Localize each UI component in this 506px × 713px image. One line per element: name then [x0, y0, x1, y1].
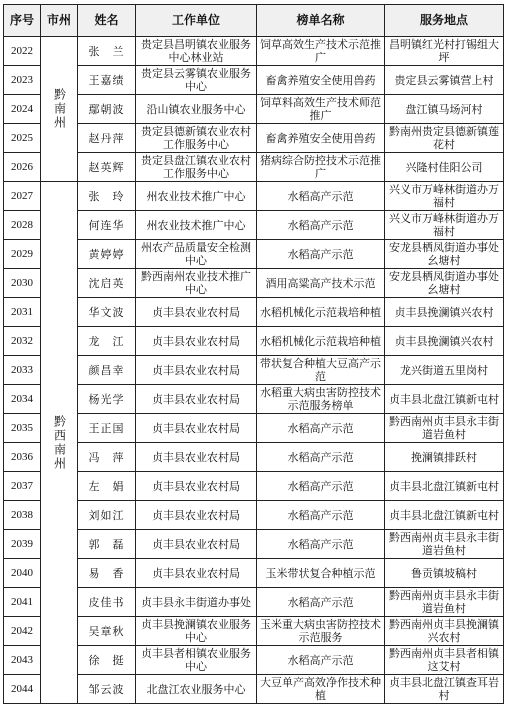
table-row [4, 356, 504, 385]
person-name: 易 香 [78, 559, 136, 588]
table-row [4, 153, 504, 182]
list-name: 水稻高产示范 [257, 182, 385, 211]
table-row [4, 588, 504, 617]
person-name: 冯 萍 [78, 443, 136, 472]
row-number: 2037 [4, 472, 41, 501]
row-number: 2028 [4, 211, 41, 240]
table-row [4, 530, 504, 559]
table-row [4, 95, 504, 124]
list-name: 畜禽养殖安全使用兽药 [257, 66, 385, 95]
person-name: 吴章秋 [78, 617, 136, 646]
person-name: 王嘉绩 [78, 66, 136, 95]
person-name: 赵英辉 [78, 153, 136, 182]
row-number: 2026 [4, 153, 41, 182]
header-name: 姓名 [78, 5, 136, 37]
person-name: 左 娟 [78, 472, 136, 501]
service-place: 贞丰县北盘江镇查耳岩村 [385, 675, 504, 704]
row-number: 2031 [4, 298, 41, 327]
work-unit: 贵定县盘江镇农业农村工作服务中心 [136, 153, 257, 182]
row-number: 2027 [4, 182, 41, 211]
service-place: 安龙县栖凤街道办事处幺塘村 [385, 269, 504, 298]
person-name: 王正国 [78, 414, 136, 443]
person-name: 华文波 [78, 298, 136, 327]
person-name: 张 兰 [78, 37, 136, 66]
person-name: 鄢朝波 [78, 95, 136, 124]
person-name: 郭 磊 [78, 530, 136, 559]
list-name: 水稻高产示范 [257, 211, 385, 240]
service-place: 兴义市万峰林街道办万福村 [385, 211, 504, 240]
table-row [4, 443, 504, 472]
row-number: 2035 [4, 414, 41, 443]
service-place: 贵定县云雾镇营上村 [385, 66, 504, 95]
work-unit: 贞丰县农业农村局 [136, 530, 257, 559]
person-name: 黄婷婷 [78, 240, 136, 269]
service-place: 昌明镇红光村打锡组大坪 [385, 37, 504, 66]
row-number: 2034 [4, 385, 41, 414]
service-place: 黔南州贵定县德新镇莲花村 [385, 124, 504, 153]
person-name: 皮佳书 [78, 588, 136, 617]
work-unit: 贞丰县农业农村局 [136, 298, 257, 327]
work-unit: 贵定县德新镇农业农村工作服务中心 [136, 124, 257, 153]
work-unit: 沿山镇农业服务中心 [136, 95, 257, 124]
person-name: 何连华 [78, 211, 136, 240]
table-row [4, 646, 504, 675]
service-place: 黔西南州贞丰县永丰街道岩鱼村 [385, 414, 504, 443]
service-place: 黔西南州贞丰县永丰街道岩鱼村 [385, 530, 504, 559]
table-row [4, 37, 504, 66]
list-name: 玉米重大病虫害防控技术示范服务 [257, 617, 385, 646]
work-unit: 贵定县云雾镇农业服务中心 [136, 66, 257, 95]
city-cell: 黔南州 [41, 37, 78, 182]
service-place: 贞丰县北盘江镇新屯村 [385, 501, 504, 530]
person-name: 杨光学 [78, 385, 136, 414]
list-name: 水稻高产示范 [257, 501, 385, 530]
person-name: 龙 江 [78, 327, 136, 356]
list-name: 水稻高产示范 [257, 414, 385, 443]
list-name: 饲草高效生产技术示范推广 [257, 37, 385, 66]
table-row [4, 124, 504, 153]
row-number: 2038 [4, 501, 41, 530]
table-row [4, 240, 504, 269]
list-name: 水稻机械化示范栽培种植 [257, 327, 385, 356]
work-unit: 贞丰县农业农村局 [136, 414, 257, 443]
list-name: 水稻高产示范 [257, 240, 385, 269]
list-name: 猪病综合防控技术示范推广 [257, 153, 385, 182]
work-unit: 贞丰县农业农村局 [136, 501, 257, 530]
service-place: 贞丰县挽澜镇兴农村 [385, 298, 504, 327]
work-unit: 州农业技术推广中心 [136, 182, 257, 211]
service-place: 盘江镇马场河村 [385, 95, 504, 124]
person-name: 徐 挺 [78, 646, 136, 675]
work-unit: 贞丰县农业农村局 [136, 559, 257, 588]
service-place: 贞丰县北盘江镇新屯村 [385, 472, 504, 501]
service-place: 鲁贡镇坡稿村 [385, 559, 504, 588]
table-row [4, 385, 504, 414]
list-name: 水稻重大病虫害防控技术示范服务榜单 [257, 385, 385, 414]
work-unit: 贞丰县农业农村局 [136, 356, 257, 385]
service-place: 兴隆村佳阳公司 [385, 153, 504, 182]
work-unit: 贞丰县农业农村局 [136, 385, 257, 414]
person-name: 颜昌幸 [78, 356, 136, 385]
work-unit: 贞丰县农业农村局 [136, 472, 257, 501]
list-name: 玉米带状复合种植示范 [257, 559, 385, 588]
person-name: 张 玲 [78, 182, 136, 211]
row-number: 2023 [4, 66, 41, 95]
table-row [4, 327, 504, 356]
row-number: 2041 [4, 588, 41, 617]
list-name: 大豆单产高效净作技术种植 [257, 675, 385, 704]
list-name: 水稻高产示范 [257, 472, 385, 501]
row-number: 2022 [4, 37, 41, 66]
list-name: 饲草料高效生产技术师范推广 [257, 95, 385, 124]
work-unit: 贞丰县农业农村局 [136, 443, 257, 472]
table-row [4, 269, 504, 298]
service-place: 龙兴街道五里岗村 [385, 356, 504, 385]
work-unit: 贞丰县永丰街道办事处 [136, 588, 257, 617]
service-place: 黔西南州贞丰县挽澜镇兴农村 [385, 617, 504, 646]
row-number: 2030 [4, 269, 41, 298]
table-row [4, 298, 504, 327]
person-name: 沈启英 [78, 269, 136, 298]
list-name: 水稻高产示范 [257, 443, 385, 472]
person-name: 邹云波 [78, 675, 136, 704]
row-number: 2025 [4, 124, 41, 153]
list-name: 带状复合种植大豆高产示范 [257, 356, 385, 385]
table-row [4, 472, 504, 501]
list-name: 畜禽养殖安全使用兽药 [257, 124, 385, 153]
table-row [4, 501, 504, 530]
list-name: 水稻高产示范 [257, 530, 385, 559]
table-row [4, 675, 504, 704]
city-cell: 黔西南州 [41, 182, 78, 704]
table-row [4, 66, 504, 95]
service-place: 黔西南州贞丰县永丰街道岩鱼村 [385, 588, 504, 617]
row-number: 2036 [4, 443, 41, 472]
table-header-row [4, 5, 504, 37]
row-number: 2032 [4, 327, 41, 356]
table-body [4, 37, 504, 704]
person-name: 赵丹萍 [78, 124, 136, 153]
work-unit: 贞丰县农业农村局 [136, 327, 257, 356]
work-unit: 贞丰县挽澜镇农业服务中心 [136, 617, 257, 646]
work-unit: 贞丰县者相镇农业服务中心 [136, 646, 257, 675]
work-unit: 贵定县昌明镇农业服务中心林业站 [136, 37, 257, 66]
row-number: 2040 [4, 559, 41, 588]
service-place: 黔西南州贞丰县者相镇这艾村 [385, 646, 504, 675]
row-number: 2033 [4, 356, 41, 385]
service-place: 安龙县栖凤街道办事处幺塘村 [385, 240, 504, 269]
list-name: 水稻机械化示范栽培种植 [257, 298, 385, 327]
person-name: 刘如江 [78, 501, 136, 530]
list-name: 酒用高粱高产技术示范 [257, 269, 385, 298]
list-name: 水稻高产示范 [257, 588, 385, 617]
service-place: 挽澜镇排跃村 [385, 443, 504, 472]
table-row [4, 414, 504, 443]
work-unit: 黔西南州农业技术推广中心 [136, 269, 257, 298]
header-city: 市州 [41, 5, 78, 37]
service-place: 贞丰县北盘江镇新屯村 [385, 385, 504, 414]
table-row [4, 617, 504, 646]
table-row [4, 559, 504, 588]
service-place: 兴义市万峰林街道办万福村 [385, 182, 504, 211]
row-number: 2044 [4, 675, 41, 704]
list-name: 水稻高产示范 [257, 646, 385, 675]
row-number: 2039 [4, 530, 41, 559]
award-table [3, 4, 504, 704]
header-unit: 工作单位 [136, 5, 257, 37]
work-unit: 州农产品质量安全检测中心 [136, 240, 257, 269]
row-number: 2024 [4, 95, 41, 124]
table-row [4, 182, 504, 211]
work-unit: 北盘江农业服务中心 [136, 675, 257, 704]
header-list: 榜单名称 [257, 5, 385, 37]
work-unit: 州农业技术推广中心 [136, 211, 257, 240]
row-number: 2043 [4, 646, 41, 675]
row-number: 2029 [4, 240, 41, 269]
row-number: 2042 [4, 617, 41, 646]
table-row [4, 211, 504, 240]
header-place: 服务地点 [385, 5, 504, 37]
service-place: 贞丰县挽澜镇兴农村 [385, 327, 504, 356]
header-seq: 序号 [4, 5, 41, 37]
